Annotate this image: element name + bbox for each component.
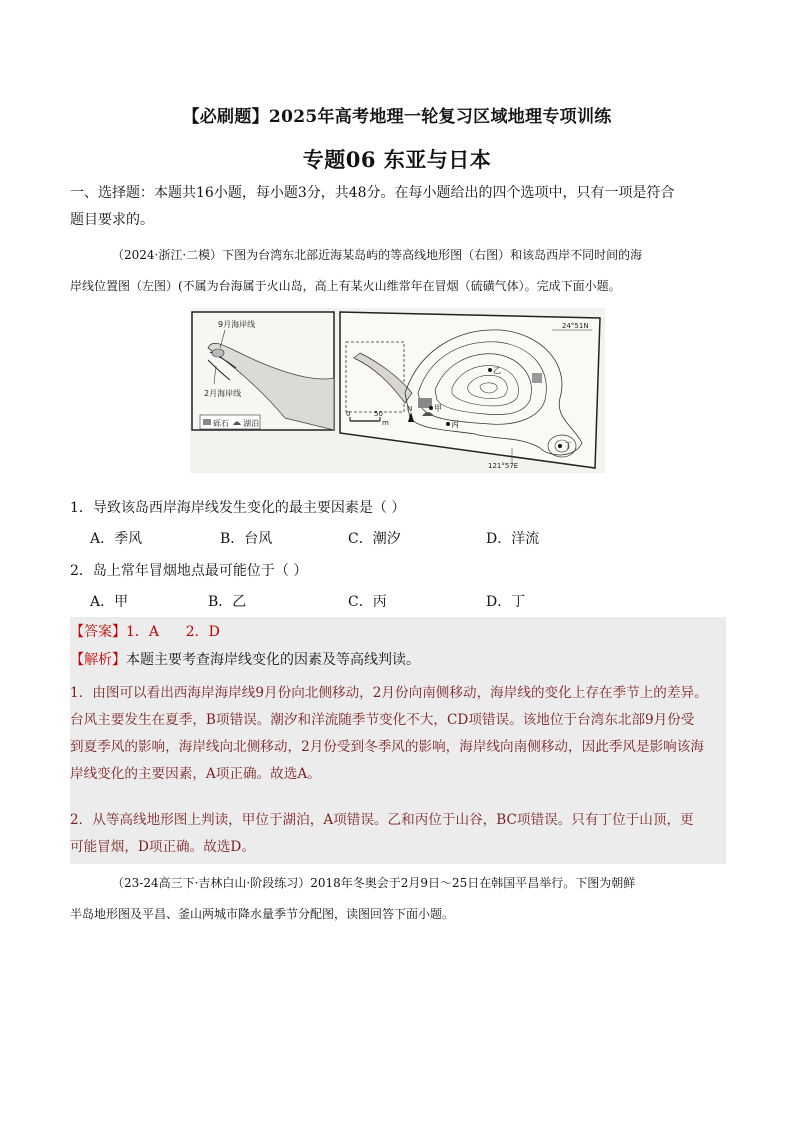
point-jia: 甲 (434, 404, 442, 413)
island-map-svg (190, 308, 605, 473)
north-arrow-icon: N (407, 405, 413, 413)
analysis-intro: 本题主要考查海岸线变化的因素及等高线判读。 (126, 652, 420, 668)
material-1 (70, 240, 732, 302)
analysis-p2-line1: 2．从等高线地形图上判读，甲位于湖泊，A项错误。乙和丙位于山谷，BC项错误。只有丁位于山顶，更 (70, 812, 694, 828)
island-map-figure (190, 308, 605, 473)
scale-zero: 0 (346, 410, 351, 418)
q2-option-a: A．甲 (90, 594, 129, 610)
legend-gravel: 砾石 (213, 419, 229, 428)
answer-line (70, 619, 730, 646)
q2-option-c: C．丙 (348, 594, 387, 610)
label-longitude: 121°57E (488, 462, 519, 470)
scale-unit: m (382, 419, 389, 427)
q1-option-a: A．季风 (90, 531, 143, 547)
document-title: 【必刷题】2025年高考地理一轮复习区域地理专项训练 (182, 107, 612, 127)
q2-option-d: D．丁 (486, 594, 526, 610)
legend-lake: 湖泊 (243, 419, 259, 428)
left-coastline-map (192, 312, 334, 430)
section-intro-line2: 题目要求的。 (70, 212, 154, 228)
analysis-p1-line2: 台风主要发生在夏季，B项错误。潮汐和洋流随季节变化不大，CD项错误。该地位于台湾东北部9月份受 (70, 712, 695, 728)
analysis-p2-line2: 可能冒烟，D项正确。故选D。 (70, 839, 255, 855)
answer-text: 1．A 2．D (126, 624, 220, 640)
label-feb-coastline: 2月海岸线 (204, 389, 242, 398)
q2-option-b: B．乙 (208, 594, 247, 610)
scale-fifty: 50 (374, 410, 383, 418)
q1-option-d: D．洋流 (486, 531, 540, 547)
q1-option-b: B．台风 (220, 531, 273, 547)
document-subtitle: 专题06 东亚与日本 (302, 147, 492, 172)
question-1: 1．导致该岛西岸海岸线发生变化的最主要因素是（ ） (70, 500, 406, 516)
analysis-label: 【解析】 (70, 652, 126, 668)
q1-option-c: C．潮汐 (348, 531, 401, 547)
material-1-line1: （2024·浙江·二模）下图为台湾东北部近海某岛屿的等高线地形图（右图）和该岛西岸不同时间的海 (112, 248, 643, 262)
point-ding: 丁 (564, 441, 572, 450)
material-1-line2: 岸线位置图（左图）(不属为台海属于火山岛，高上有某火山维常年在冒烟（硫磺气体）。完成下面小题。 (70, 279, 621, 293)
label-sept-coastline: 9月海岸线 (218, 320, 256, 329)
material-2-line1: （23-24高三下·吉林白山·阶段练习）2018年冬奥会于2月9日～25日在韩国平昌举行。下图为朝鲜 (112, 876, 636, 890)
point-yi: 乙 (493, 366, 501, 375)
section-intro-line1: 一、选择题：本题共16小题，每小题3分，共48分。在每小题给出的四个选项中，只有一项是符合 (70, 185, 675, 201)
question-2: 2．岛上常年冒烟地点最可能位于（ ） (70, 563, 308, 579)
section-intro (70, 180, 726, 234)
material-2-line2: 半岛地形图及平昌、釜山两城市降水量季节分配图，读图回答下面小题。 (70, 907, 455, 921)
material-2 (70, 868, 732, 930)
label-latitude: 24°51N (562, 322, 589, 330)
analysis-p1-line1: 1．由图可以看出西海岸海岸线9月份向北侧移动，2月份向南侧移动，海岸线的变化上存在季节上的差异。 (70, 685, 708, 701)
analysis-p1-line4: 岸线变化的主要因素，A项正确。故选A。 (70, 766, 321, 782)
point-bing: 丙 (451, 420, 459, 429)
answer-label: 【答案】 (70, 624, 126, 640)
analysis-intro-line (70, 647, 730, 674)
analysis-p1-line3: 到夏季风的影响，海岸线向北侧移动，2月份受到冬季风的影响，海岸线向南侧移动，因此季风是影响该海 (70, 739, 704, 755)
